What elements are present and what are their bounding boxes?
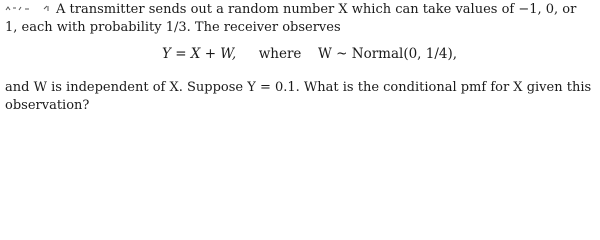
equation-rhs: W ~ Normal(0, 1/4), — [318, 46, 458, 62]
problem-line-1: A transmitter sends out a random number X which can take values of −1, 0, or — [56, 2, 577, 17]
cropped-text-artifact — [5, 4, 31, 12]
observation-equation — [162, 45, 457, 63]
problem-line-4: and W is independent of X. Suppose Y = 0.1. What is the conditional pmf for X given this — [5, 80, 592, 95]
cropped-text-artifact-2 — [43, 4, 51, 12]
equation-lhs: Y = X + W, — [162, 46, 237, 62]
equation-where: where — [258, 46, 302, 62]
problem-line-2: 1, each with probability 1/3. The receiver observes — [5, 20, 341, 35]
problem-line-5: observation? — [5, 98, 90, 113]
